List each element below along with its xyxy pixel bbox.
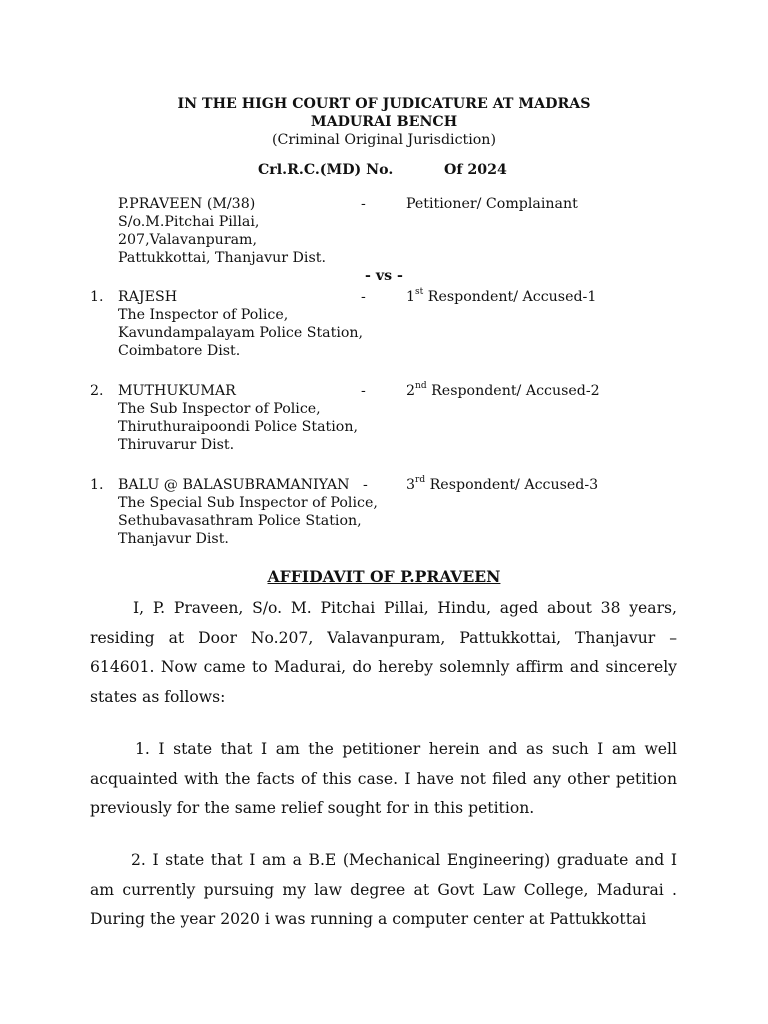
respondent-1-address-2: Kavundampalayam Police Station, xyxy=(118,325,364,341)
paragraph-1-text: 1. I state that I am the petitioner herein and as such I am well acquainted with the facts of this case. I have not filed any other petition previously for the same relief sought for in this petition. xyxy=(90,740,677,817)
respondent-1-address-1: The Inspector of Police, xyxy=(118,307,289,323)
respondent-2-number: 2. xyxy=(90,383,104,399)
respondent-3-address-2: Sethubavasathram Police Station, xyxy=(118,513,362,529)
petitioner-address-3: Pattukkottai, Thanjavur Dist. xyxy=(118,250,326,266)
respondent-2-dash: - xyxy=(361,383,366,399)
respondent-2-name: MUTHUKUMAR xyxy=(118,383,236,399)
affidavit-heading: AFFIDAVIT OF P.PRAVEEN xyxy=(267,567,501,586)
respondent-3-address-3: Thanjavur Dist. xyxy=(118,531,229,547)
respondent-1-address-3: Coimbatore Dist. xyxy=(118,343,241,359)
respondent-2-role: 2nd Respondent/ Accused-2 xyxy=(406,381,600,399)
respondent-2-address-2: Thiruthuraipoondi Police Station, xyxy=(118,419,358,435)
versus-label: - vs - xyxy=(365,268,403,284)
petitioner-address-1: S/o.M.Pitchai Pillai, xyxy=(118,214,260,230)
respondent-2-address-3: Thiruvarur Dist. xyxy=(118,437,235,453)
petitioner-address-2: 207,Valavanpuram, xyxy=(118,232,258,248)
paragraph-1 xyxy=(90,735,677,824)
respondent-1-role: 1st Respondent/ Accused-1 xyxy=(406,287,597,305)
court-title: IN THE HIGH COURT OF JUDICATURE AT MADRAS xyxy=(177,96,591,112)
paragraph-2-text: 2. I state that I am a B.E (Mechanical Engineering) graduate and I am currently pursuing my law degree at Govt Law College, Madurai . During the year 2020 i was running a computer center at Pattukkottai xyxy=(90,851,677,928)
respondent-3-role: 3rd Respondent/ Accused-3 xyxy=(406,475,599,493)
case-year: Of 2024 xyxy=(444,162,507,178)
respondent-2-address-1: The Sub Inspector of Police, xyxy=(118,401,321,417)
respondent-3-dash: - xyxy=(363,477,368,493)
respondent-3-name: BALU @ BALASUBRAMANIYAN xyxy=(118,477,350,493)
intro-paragraph xyxy=(90,594,677,712)
petitioner-name: P.PRAVEEN (M/38) xyxy=(118,196,256,212)
petitioner-dash: - xyxy=(361,196,366,212)
respondent-3-address-1: The Special Sub Inspector of Police, xyxy=(118,495,378,511)
respondent-1-name: RAJESH xyxy=(118,289,178,305)
respondent-1-dash: - xyxy=(361,289,366,305)
petitioner-role: Petitioner/ Complainant xyxy=(406,196,578,212)
bench-title: MADURAI BENCH xyxy=(310,114,458,130)
respondent-1-number: 1. xyxy=(90,289,104,305)
case-number-label: Crl.R.C.(MD) No. xyxy=(258,162,394,178)
paragraph-2 xyxy=(90,846,677,935)
jurisdiction: (Criminal Original Jurisdiction) xyxy=(271,132,496,148)
respondent-3-number: 1. xyxy=(90,477,104,493)
intro-text: I, P. Praveen, S/o. M. Pitchai Pillai, Hindu, aged about 38 years, residing at Door No.207, Valavanpuram, Pattukkottai, Thanjavur – 614601. Now came to Madurai, do hereby solemnly affirm and sincerely states as follows: xyxy=(90,599,677,706)
